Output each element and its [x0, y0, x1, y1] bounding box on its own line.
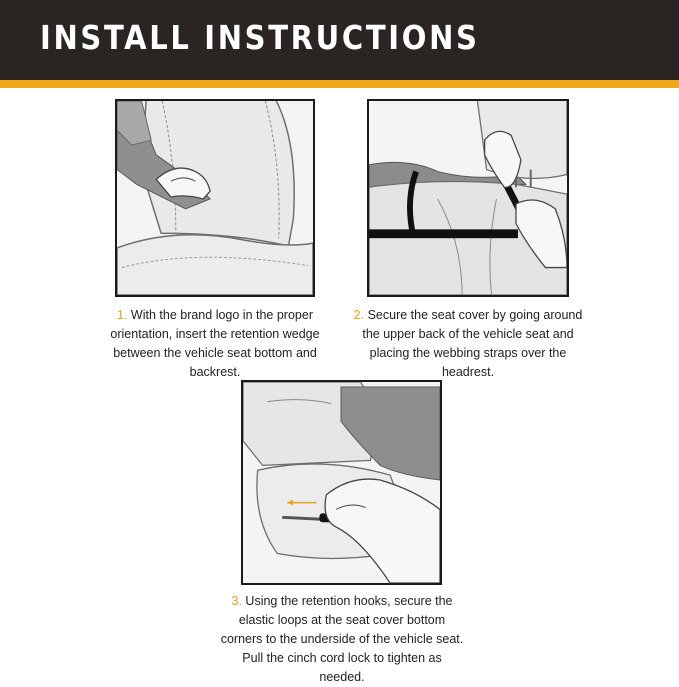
step-1-caption [95, 306, 335, 382]
step-2-illustration [367, 99, 569, 297]
step-3-number: 3. [231, 594, 242, 608]
step-2-text: Secure the seat cover by going around the upper back of the vehicle seat and placing the webbing straps over the headrest. [362, 308, 583, 379]
step-3-caption [220, 592, 464, 687]
step-2-caption [352, 306, 584, 382]
page-title: INSTALL INSTRUCTIONS [40, 18, 480, 57]
step-3-illustration [241, 380, 442, 585]
step-3-text: Using the retention hooks, secure the elastic loops at the seat cover bottom corners to the underside of the vehicle seat. Pull the cinch cord lock to tighten as needed. [220, 594, 464, 684]
step-2-number: 2. [353, 308, 365, 322]
header-accent-stripe [0, 80, 679, 88]
step-1-number: 1. [117, 308, 128, 322]
step-1-text: With the brand logo in the proper orientation, insert the retention wedge between the vehicle seat bottom and backrest. [110, 308, 320, 379]
step-1-illustration [115, 99, 315, 297]
